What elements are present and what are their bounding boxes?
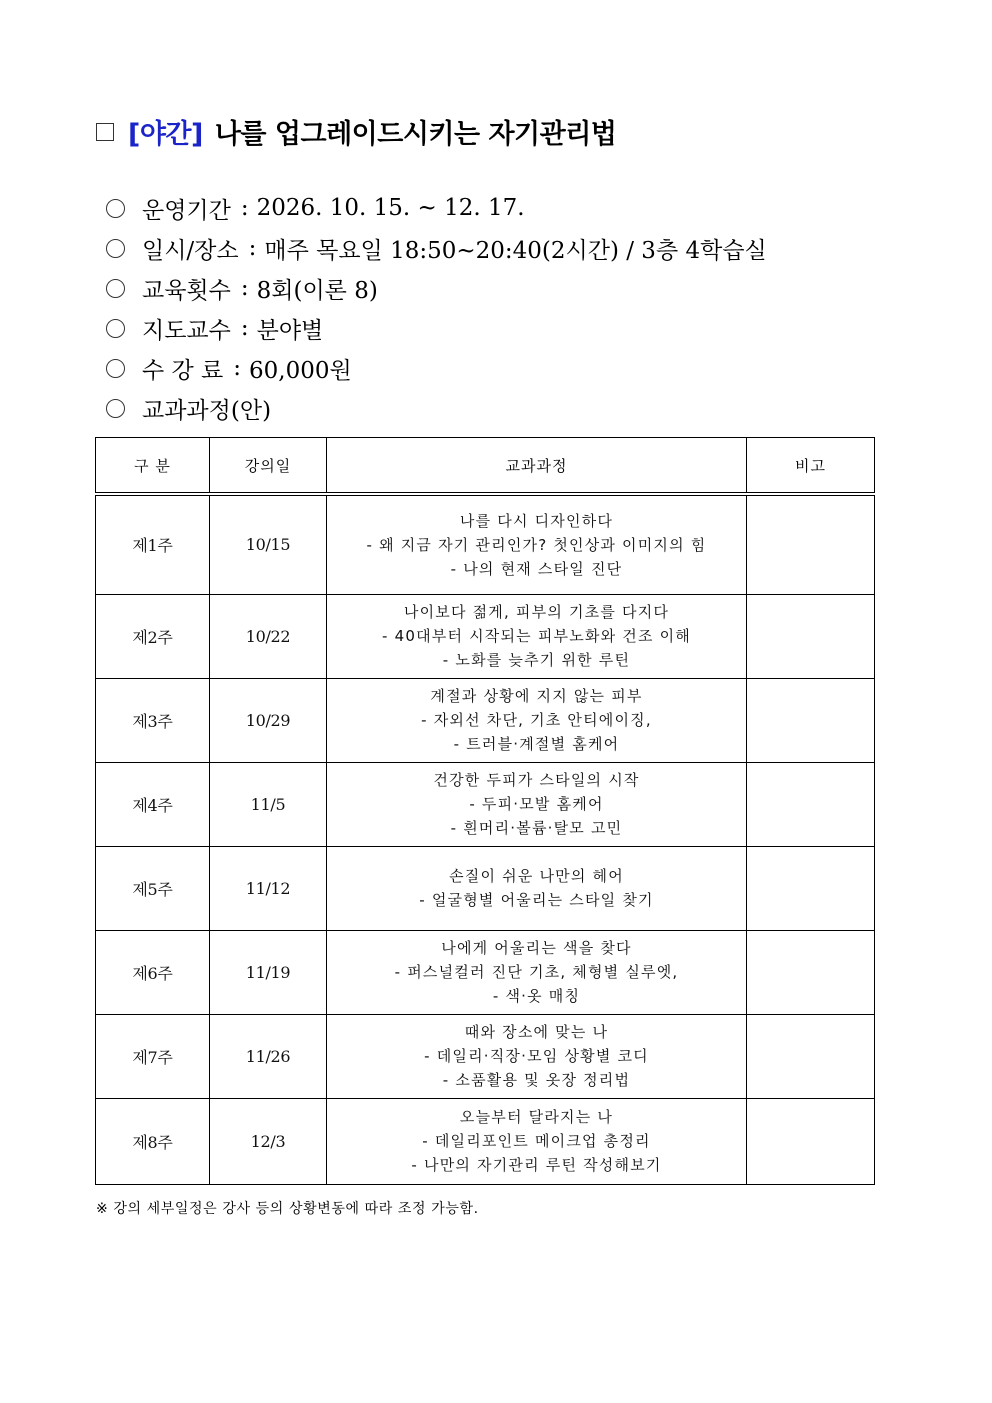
curriculum-line: - 얼굴형별 어울리는 스타일 찾기 [419,891,654,909]
info-separator: : [248,235,257,261]
curriculum-line: - 두피·모발 홈케어 [469,795,604,813]
info-label: 교육횟수 [142,277,231,304]
week-cell: 제8주 [96,1098,210,1184]
week-cell: 제5주 [96,846,210,930]
header-division: 구 분 [96,438,210,495]
header-date: 강의일 [210,438,327,495]
circle-bullet-icon [106,279,125,298]
curriculum-line: - 40대부터 시작되는 피부노화와 건조 이해 [382,627,691,645]
circle-bullet-icon [106,359,125,378]
table-row [96,1098,875,1184]
date-cell: 11/5 [210,762,327,846]
info-separator: : [240,315,249,341]
remarks-cell [747,494,875,594]
table-row [96,1014,875,1098]
header-curriculum: 교과과정 [327,438,747,495]
curriculum-line: - 색·옷 매칭 [492,987,581,1005]
curriculum-line: 때와 장소에 맞는 나 [464,1023,609,1041]
curriculum-line: - 데일리·직장·모임 상황별 코디 [424,1047,649,1065]
table-row [96,930,875,1014]
curriculum-cell [327,594,747,678]
week-cell: 제2주 [96,594,210,678]
curriculum-line: - 노화를 늦추기 위한 루틴 [442,651,631,669]
date-cell: 10/22 [210,594,327,678]
title-tag: [야간] [128,119,203,150]
info-item-schedule [106,228,767,268]
table-row [96,846,875,930]
curriculum-line: 손질이 쉬운 나만의 헤어 [449,867,624,885]
curriculum-line: - 나만의 자기관리 루틴 작성해보기 [411,1156,662,1174]
table-header-row [96,438,875,495]
date-cell: 11/12 [210,846,327,930]
curriculum-line: 오늘부터 달라지는 나 [459,1108,614,1126]
remarks-cell [747,594,875,678]
curriculum-line: - 소품활용 및 옷장 정리법 [442,1071,631,1089]
curriculum-cell [327,494,747,594]
info-item-instructor [106,308,767,348]
remarks-cell [747,1098,875,1184]
date-cell: 12/3 [210,1098,327,1184]
curriculum-line: - 자외선 차단, 기초 안티에이징, [421,711,652,729]
info-value: 8회(이론 8) [256,277,378,304]
curriculum-line: - 왜 지금 자기 관리인가? 첫인상과 이미지의 힘 [366,535,707,554]
curriculum-cell [327,762,747,846]
info-list [106,188,767,428]
curriculum-cell [327,1014,747,1098]
remarks-cell [747,930,875,1014]
info-item-sessions [106,268,767,308]
table-body [96,494,875,1184]
table-row [96,762,875,846]
table-row [96,494,875,594]
info-separator: : [240,195,249,221]
curriculum-line: - 트러블·계절별 홈케어 [453,735,620,753]
curriculum-line: 나에게 어울리는 색을 찾다 [441,939,632,957]
week-cell: 제7주 [96,1014,210,1098]
curriculum-line: - 퍼스널컬러 진단 기초, 체형별 실루엣, [394,963,679,981]
date-cell: 10/15 [210,494,327,594]
header-remarks: 비고 [747,438,875,495]
curriculum-line: 나를 다시 디자인하다 [459,511,614,530]
table-row [96,594,875,678]
curriculum-line: - 데일리포인트 메이크업 총정리 [422,1132,651,1150]
info-label: 운영기간 [142,197,231,224]
info-label: 일시/장소 [142,237,239,264]
date-cell: 11/19 [210,930,327,1014]
curriculum-line: - 흰머리·볼륨·탈모 고민 [450,819,623,837]
info-label: 교과과정(안) [142,397,272,424]
info-label: 지도교수 [142,317,231,344]
table-row [96,678,875,762]
curriculum-line: - 나의 현재 스타일 진단 [450,559,623,578]
info-separator: : [240,275,249,301]
week-cell: 제3주 [96,678,210,762]
date-cell: 11/26 [210,1014,327,1098]
date-cell: 10/29 [210,678,327,762]
curriculum-cell [327,930,747,1014]
curriculum-cell [327,846,747,930]
curriculum-cell [327,1098,747,1184]
curriculum-line: 계절과 상황에 지지 않는 피부 [430,687,643,705]
curriculum-line: 나이보다 젊게, 피부의 기초를 다지다 [403,603,670,621]
title-text: 나를 업그레이드시키는 자기관리법 [214,119,617,150]
week-cell: 제4주 [96,762,210,846]
remarks-cell [747,762,875,846]
circle-bullet-icon [106,399,125,418]
footnote: ※ 강의 세부일정은 강사 등의 상황변동에 따라 조정 가능함. [96,1201,479,1217]
week-cell: 제6주 [96,930,210,1014]
info-item-curriculum [106,388,767,428]
info-value: 60,000원 [249,357,352,384]
circle-bullet-icon [106,319,125,338]
info-value: 분야별 [256,317,324,344]
page-title [96,112,616,151]
info-item-period [106,188,767,228]
remarks-cell [747,1014,875,1098]
week-cell: 제1주 [96,494,210,594]
circle-bullet-icon [106,239,125,258]
info-label: 수 강 료 [142,357,224,384]
curriculum-cell [327,678,747,762]
info-value: 2026. 10. 15. ~ 12. 17. [256,195,525,221]
info-item-fee [106,348,767,388]
curriculum-table [95,437,875,1185]
remarks-cell [747,678,875,762]
curriculum-line: 건강한 두피가 스타일의 시작 [433,771,640,789]
checkbox-square-icon [96,123,114,141]
info-separator: : [233,355,242,381]
remarks-cell [747,846,875,930]
info-value: 매주 목요일 18:50~20:40(2시간) / 3층 4학습실 [264,237,767,264]
circle-bullet-icon [106,199,125,218]
